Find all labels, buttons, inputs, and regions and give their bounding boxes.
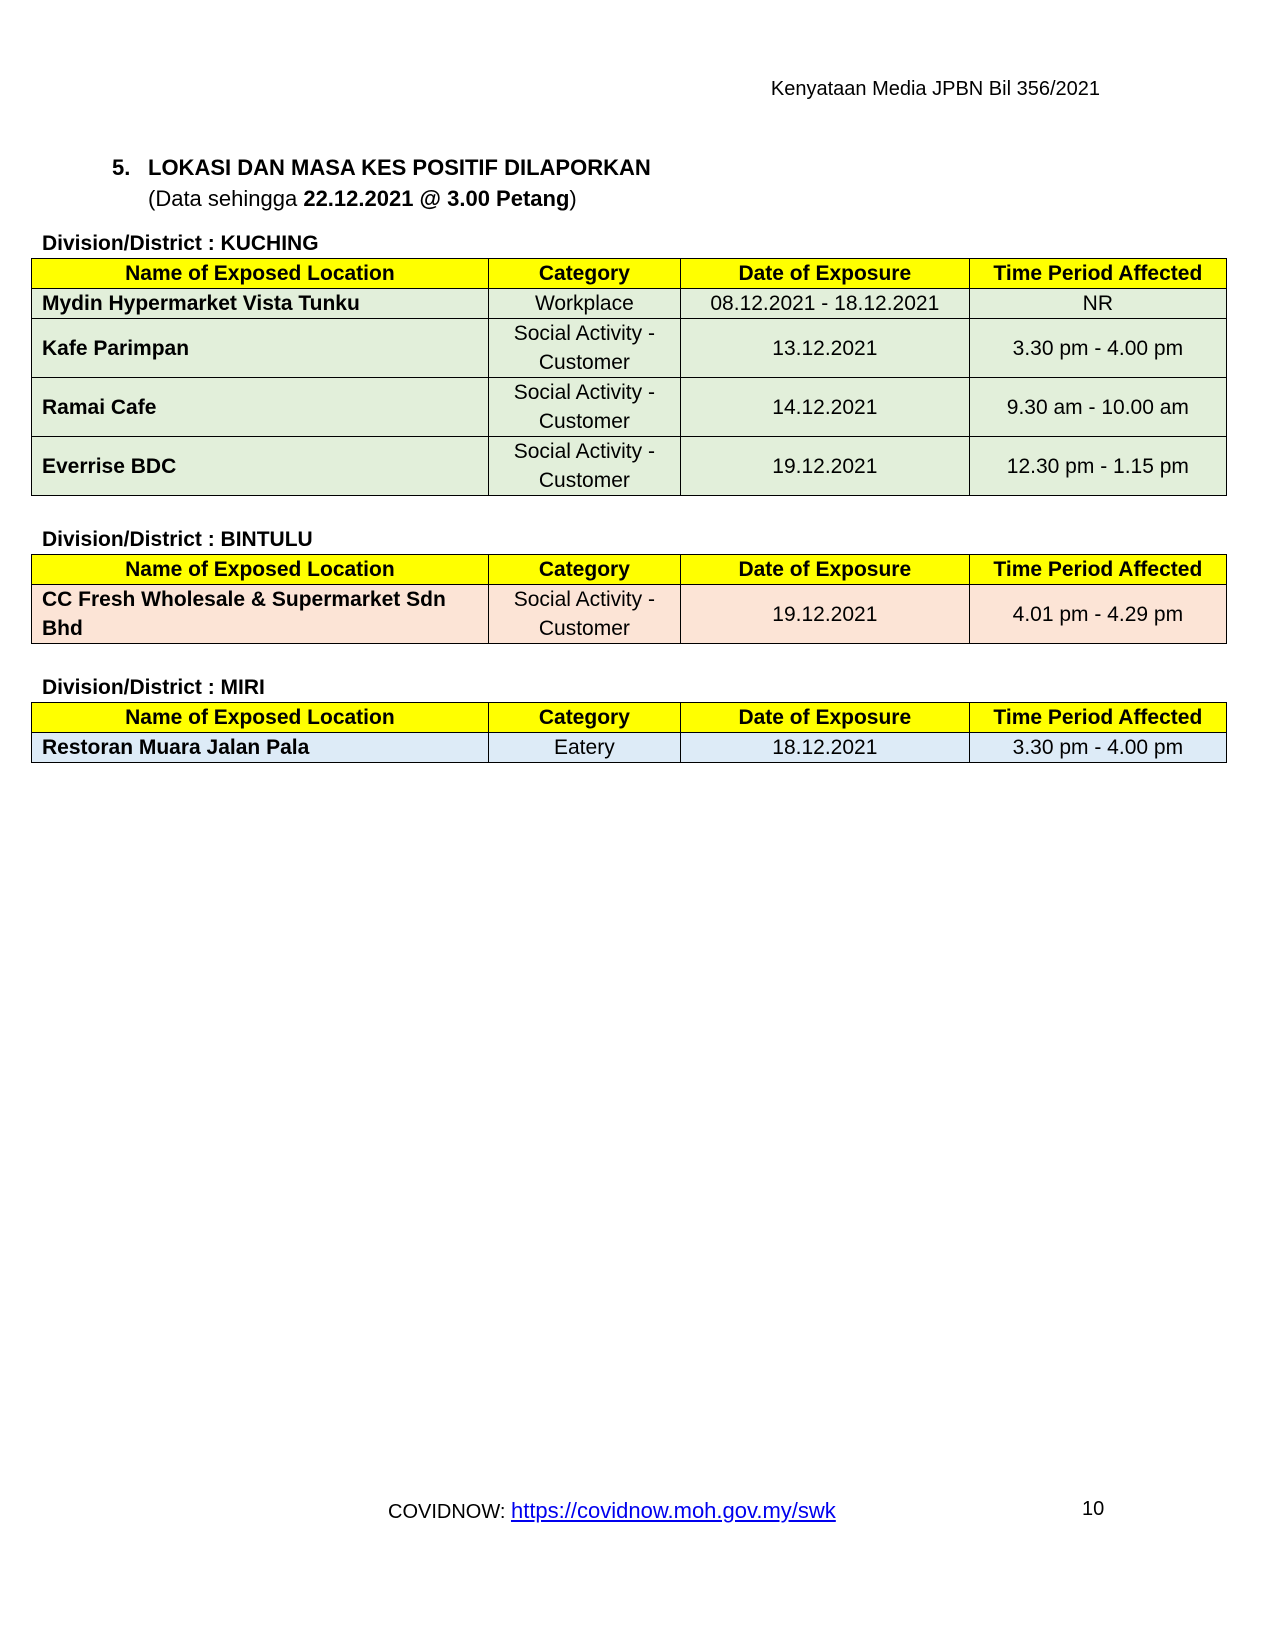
table-row — [32, 585, 1227, 644]
cell-date: 19.12.2021 — [680, 585, 969, 644]
exposure-table-kuching — [31, 258, 1227, 496]
district-label-miri: Division/District : MIRI — [42, 676, 265, 699]
exposure-table-bintulu — [31, 554, 1227, 644]
table-row — [32, 319, 1227, 378]
footer-label: COVIDNOW: — [388, 1501, 511, 1523]
column-header-category: Category — [488, 703, 680, 733]
cell-location: CC Fresh Wholesale & Supermarket Sdn Bhd — [32, 585, 489, 644]
cell-location: Kafe Parimpan — [32, 319, 489, 378]
cell-category: Eatery — [488, 733, 680, 763]
section-number: 5. — [112, 155, 131, 180]
table-row — [32, 378, 1227, 437]
cell-category: Social Activity - Customer — [488, 319, 680, 378]
section-title — [112, 155, 651, 181]
header-reference: Kenyataan Media JPBN Bil 356/2021 — [770, 78, 1100, 100]
data-note-suffix: ) — [569, 186, 577, 211]
cell-time: 3.30 pm - 4.00 pm — [969, 319, 1226, 378]
exposure-table-miri — [31, 702, 1227, 763]
column-header-category: Category — [488, 555, 680, 585]
column-header-location: Name of Exposed Location — [32, 703, 489, 733]
table-header-row — [32, 703, 1227, 733]
column-header-time: Time Period Affected — [969, 259, 1226, 289]
table-row — [32, 437, 1227, 496]
cell-date: 14.12.2021 — [680, 378, 969, 437]
table-header-row — [32, 259, 1227, 289]
table-header-row — [32, 555, 1227, 585]
cell-location: Mydin Hypermarket Vista Tunku — [32, 289, 489, 319]
table-row — [32, 733, 1227, 763]
cell-date: 08.12.2021 - 18.12.2021 — [680, 289, 969, 319]
covidnow-link[interactable]: https://covidnow.moh.gov.my/swk — [510, 1498, 836, 1523]
cell-date: 19.12.2021 — [680, 437, 969, 496]
column-header-time: Time Period Affected — [969, 703, 1226, 733]
column-header-date: Date of Exposure — [680, 259, 969, 289]
page-number: 10 — [1082, 1498, 1105, 1520]
cell-category: Social Activity - Customer — [488, 378, 680, 437]
cell-time: 3.30 pm - 4.00 pm — [969, 733, 1226, 763]
cell-time: NR — [969, 289, 1226, 319]
column-header-location: Name of Exposed Location — [32, 259, 489, 289]
cell-time: 12.30 pm - 1.15 pm — [969, 437, 1226, 496]
cell-location: Restoran Muara Jalan Pala — [32, 733, 489, 763]
column-header-date: Date of Exposure — [680, 555, 969, 585]
cell-location: Ramai Cafe — [32, 378, 489, 437]
cell-time: 4.01 pm - 4.29 pm — [969, 585, 1226, 644]
cell-location: Everrise BDC — [32, 437, 489, 496]
data-note-datetime: 22.12.2021 @ 3.00 Petang — [303, 186, 570, 211]
cell-category: Social Activity - Customer — [488, 585, 680, 644]
cell-date: 13.12.2021 — [680, 319, 969, 378]
data-cutoff-note — [148, 186, 577, 212]
section-title-text: LOKASI DAN MASA KES POSITIF DILAPORKAN — [148, 155, 651, 180]
column-header-date: Date of Exposure — [680, 703, 969, 733]
district-label-kuching: Division/District : KUCHING — [42, 232, 319, 255]
cell-time: 9.30 am - 10.00 am — [969, 378, 1226, 437]
column-header-category: Category — [488, 259, 680, 289]
cell-category: Workplace — [488, 289, 680, 319]
cell-date: 18.12.2021 — [680, 733, 969, 763]
table-row — [32, 289, 1227, 319]
column-header-location: Name of Exposed Location — [32, 555, 489, 585]
column-header-time: Time Period Affected — [969, 555, 1226, 585]
data-note-prefix: (Data sehingga — [148, 186, 304, 211]
district-label-bintulu: Division/District : BINTULU — [42, 528, 313, 551]
cell-category: Social Activity - Customer — [488, 437, 680, 496]
covidnow-footer — [388, 1498, 836, 1524]
